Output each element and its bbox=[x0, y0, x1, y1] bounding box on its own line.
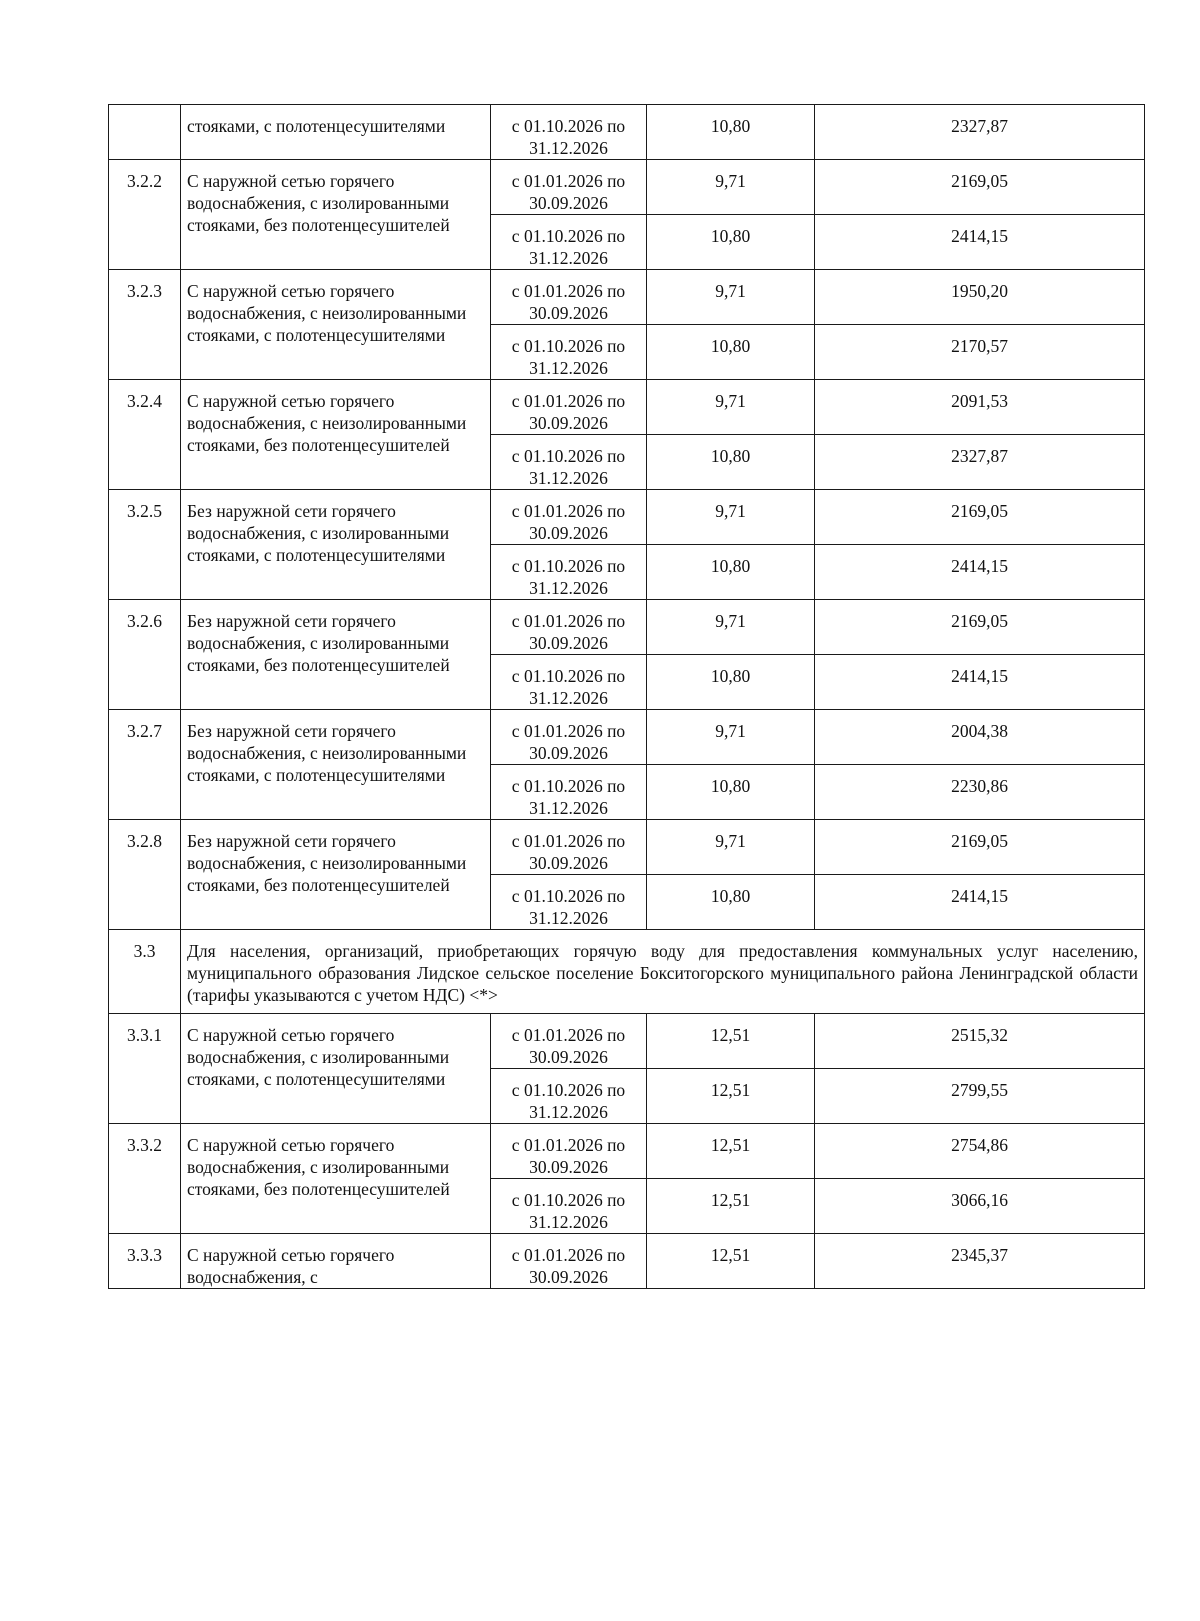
tariff-value-2-cell: 2169,05 bbox=[815, 820, 1145, 875]
item-number-cell: 3.2.5 bbox=[109, 490, 181, 600]
period-end: 30.09.2026 bbox=[529, 523, 608, 543]
period-end: 31.12.2026 bbox=[529, 688, 608, 708]
tariff-value-2-cell: 2754,86 bbox=[815, 1124, 1145, 1179]
tariff-value-1-cell: 12,51 bbox=[647, 1234, 815, 1289]
period-start: с 01.10.2026 по bbox=[511, 666, 626, 686]
period-end: 31.12.2026 bbox=[529, 578, 608, 598]
item-number-cell: 3.2.8 bbox=[109, 820, 181, 930]
tariff-value-2-cell: 2414,15 bbox=[815, 545, 1145, 600]
tariff-value-2-cell: 2169,05 bbox=[815, 600, 1145, 655]
period-cell bbox=[491, 215, 647, 270]
period-end: 31.12.2026 bbox=[529, 1102, 608, 1122]
tariff-value-1-cell: 12,51 bbox=[647, 1179, 815, 1234]
table-row bbox=[109, 105, 1145, 160]
item-number-cell: 3.2.6 bbox=[109, 600, 181, 710]
tariff-value-2-cell: 2169,05 bbox=[815, 160, 1145, 215]
period-start: с 01.10.2026 по bbox=[511, 336, 626, 356]
period-end: 31.12.2026 bbox=[529, 1212, 608, 1232]
tariff-value-2-cell: 2414,15 bbox=[815, 215, 1145, 270]
section-row bbox=[109, 930, 1145, 1014]
item-number-cell: 3.3.3 bbox=[109, 1234, 181, 1289]
period-start: с 01.01.2026 по bbox=[511, 501, 626, 521]
tariff-value-1-cell: 10,80 bbox=[647, 545, 815, 600]
tariff-value-2-cell: 2414,15 bbox=[815, 875, 1145, 930]
tariff-value-1-cell: 12,51 bbox=[647, 1014, 815, 1069]
period-start: с 01.01.2026 по bbox=[511, 1245, 626, 1265]
service-description-cell: стояками, с полотенцесушителями bbox=[181, 105, 491, 160]
tariff-value-2-cell: 2799,55 bbox=[815, 1069, 1145, 1124]
service-description-cell: С наружной сетью горячего водоснабжения, с изолированными стояками, без полотенцесушителей bbox=[181, 1124, 491, 1234]
tariff-value-2-cell: 1950,20 bbox=[815, 270, 1145, 325]
service-description-cell: Без наружной сети горячего водоснабжения, с изолированными стояками, без полотенцесушителей bbox=[181, 600, 491, 710]
period-start: с 01.01.2026 по bbox=[511, 1135, 626, 1155]
tariff-value-1-cell: 10,80 bbox=[647, 105, 815, 160]
item-number-cell bbox=[109, 105, 181, 160]
period-cell bbox=[491, 1014, 647, 1069]
table-row bbox=[109, 600, 1145, 655]
tariff-value-1-cell: 10,80 bbox=[647, 325, 815, 380]
tariff-value-1-cell: 9,71 bbox=[647, 820, 815, 875]
table-row bbox=[109, 270, 1145, 325]
period-start: с 01.01.2026 по bbox=[511, 831, 626, 851]
period-start: с 01.10.2026 по bbox=[511, 776, 626, 796]
tariff-value-1-cell: 9,71 bbox=[647, 270, 815, 325]
period-cell bbox=[491, 655, 647, 710]
tariff-value-1-cell: 10,80 bbox=[647, 765, 815, 820]
period-cell bbox=[491, 1069, 647, 1124]
tariff-value-2-cell: 2414,15 bbox=[815, 655, 1145, 710]
tariff-value-2-cell: 2169,05 bbox=[815, 490, 1145, 545]
period-end: 31.12.2026 bbox=[529, 248, 608, 268]
section-number-cell: 3.3 bbox=[109, 930, 181, 1014]
period-cell bbox=[491, 270, 647, 325]
tariff-value-1-cell: 12,51 bbox=[647, 1069, 815, 1124]
period-cell bbox=[491, 1234, 647, 1289]
service-description-cell: С наружной сетью горячего водоснабжения, с изолированными стояками, с полотенцесушителями bbox=[181, 1014, 491, 1124]
period-start: с 01.10.2026 по bbox=[511, 886, 626, 906]
period-end: 30.09.2026 bbox=[529, 303, 608, 323]
tariff-value-2-cell: 2230,86 bbox=[815, 765, 1145, 820]
tariff-value-2-cell: 2515,32 bbox=[815, 1014, 1145, 1069]
tariff-table bbox=[108, 104, 1145, 1289]
table-row bbox=[109, 1124, 1145, 1179]
tariff-value-1-cell: 10,80 bbox=[647, 875, 815, 930]
tariff-value-2-cell: 2345,37 bbox=[815, 1234, 1145, 1289]
tariff-value-1-cell: 12,51 bbox=[647, 1124, 815, 1179]
period-end: 30.09.2026 bbox=[529, 193, 608, 213]
service-description-cell: Без наружной сети горячего водоснабжения, с неизолированными стояками, без полотенцесушителей bbox=[181, 820, 491, 930]
period-start: с 01.01.2026 по bbox=[511, 391, 626, 411]
period-end: 30.09.2026 bbox=[529, 633, 608, 653]
tariff-value-1-cell: 10,80 bbox=[647, 215, 815, 270]
period-cell bbox=[491, 875, 647, 930]
tariff-value-2-cell: 2327,87 bbox=[815, 105, 1145, 160]
period-start: с 01.01.2026 по bbox=[511, 171, 626, 191]
period-end: 30.09.2026 bbox=[529, 413, 608, 433]
tariff-table-body bbox=[109, 105, 1145, 1289]
period-start: с 01.10.2026 по bbox=[511, 116, 626, 136]
tariff-value-2-cell: 3066,16 bbox=[815, 1179, 1145, 1234]
tariff-value-1-cell: 9,71 bbox=[647, 380, 815, 435]
period-end: 30.09.2026 bbox=[529, 1047, 608, 1067]
period-start: с 01.10.2026 по bbox=[511, 1190, 626, 1210]
period-start: с 01.10.2026 по bbox=[511, 556, 626, 576]
item-number-cell: 3.2.7 bbox=[109, 710, 181, 820]
period-cell bbox=[491, 325, 647, 380]
service-description-cell: С наружной сетью горячего водоснабжения, с неизолированными стояками, без полотенцесушителей bbox=[181, 380, 491, 490]
table-row bbox=[109, 820, 1145, 875]
period-cell bbox=[491, 380, 647, 435]
period-start: с 01.01.2026 по bbox=[511, 281, 626, 301]
item-number-cell: 3.2.2 bbox=[109, 160, 181, 270]
period-start: с 01.10.2026 по bbox=[511, 1080, 626, 1100]
period-cell bbox=[491, 1179, 647, 1234]
table-row bbox=[109, 380, 1145, 435]
period-cell bbox=[491, 490, 647, 545]
table-row bbox=[109, 160, 1145, 215]
table-row bbox=[109, 490, 1145, 545]
period-end: 30.09.2026 bbox=[529, 1267, 608, 1287]
period-cell bbox=[491, 1124, 647, 1179]
item-number-cell: 3.2.4 bbox=[109, 380, 181, 490]
item-number-cell: 3.2.3 bbox=[109, 270, 181, 380]
item-number-cell: 3.3.1 bbox=[109, 1014, 181, 1124]
service-description-cell: Без наружной сети горячего водоснабжения, с неизолированными стояками, с полотенцесушителями bbox=[181, 710, 491, 820]
tariff-value-2-cell: 2170,57 bbox=[815, 325, 1145, 380]
period-end: 31.12.2026 bbox=[529, 908, 608, 928]
period-end: 30.09.2026 bbox=[529, 1157, 608, 1177]
tariff-value-1-cell: 10,80 bbox=[647, 655, 815, 710]
service-description-cell: С наружной сетью горячего водоснабжения, с изолированными стояками, без полотенцесушителей bbox=[181, 160, 491, 270]
service-description-cell: С наружной сетью горячего водоснабжения, с bbox=[181, 1234, 491, 1289]
tariff-value-2-cell: 2004,38 bbox=[815, 710, 1145, 765]
tariff-value-1-cell: 10,80 bbox=[647, 435, 815, 490]
period-end: 31.12.2026 bbox=[529, 138, 608, 158]
period-cell bbox=[491, 160, 647, 215]
section-heading-cell: Для населения, организаций, приобретающих горячую воду для предоставления коммунальных услуг населению, муниципального образования Лидское сельское поселение Бокситогорского муниципального района Ленинградской области (тарифы указываются с учетом НДС) <*> bbox=[181, 930, 1145, 1014]
period-end: 31.12.2026 bbox=[529, 358, 608, 378]
period-end: 30.09.2026 bbox=[529, 853, 608, 873]
period-cell bbox=[491, 105, 647, 160]
period-start: с 01.10.2026 по bbox=[511, 226, 626, 246]
period-cell bbox=[491, 600, 647, 655]
period-cell bbox=[491, 820, 647, 875]
tariff-value-2-cell: 2091,53 bbox=[815, 380, 1145, 435]
table-row bbox=[109, 1234, 1145, 1289]
period-cell bbox=[491, 435, 647, 490]
tariff-value-1-cell: 9,71 bbox=[647, 490, 815, 545]
tariff-value-2-cell: 2327,87 bbox=[815, 435, 1145, 490]
period-end: 31.12.2026 bbox=[529, 798, 608, 818]
tariff-value-1-cell: 9,71 bbox=[647, 160, 815, 215]
period-cell bbox=[491, 545, 647, 600]
period-cell bbox=[491, 710, 647, 765]
period-cell bbox=[491, 765, 647, 820]
service-description-cell: Без наружной сети горячего водоснабжения, с изолированными стояками, с полотенцесушителями bbox=[181, 490, 491, 600]
table-row bbox=[109, 710, 1145, 765]
service-description-cell: С наружной сетью горячего водоснабжения, с неизолированными стояками, с полотенцесушителями bbox=[181, 270, 491, 380]
period-start: с 01.01.2026 по bbox=[511, 611, 626, 631]
tariff-value-1-cell: 9,71 bbox=[647, 710, 815, 765]
period-start: с 01.10.2026 по bbox=[511, 446, 626, 466]
item-number-cell: 3.3.2 bbox=[109, 1124, 181, 1234]
tariff-value-1-cell: 9,71 bbox=[647, 600, 815, 655]
period-start: с 01.01.2026 по bbox=[511, 1025, 626, 1045]
period-end: 31.12.2026 bbox=[529, 468, 608, 488]
period-start: с 01.01.2026 по bbox=[511, 721, 626, 741]
table-row bbox=[109, 1014, 1145, 1069]
period-end: 30.09.2026 bbox=[529, 743, 608, 763]
